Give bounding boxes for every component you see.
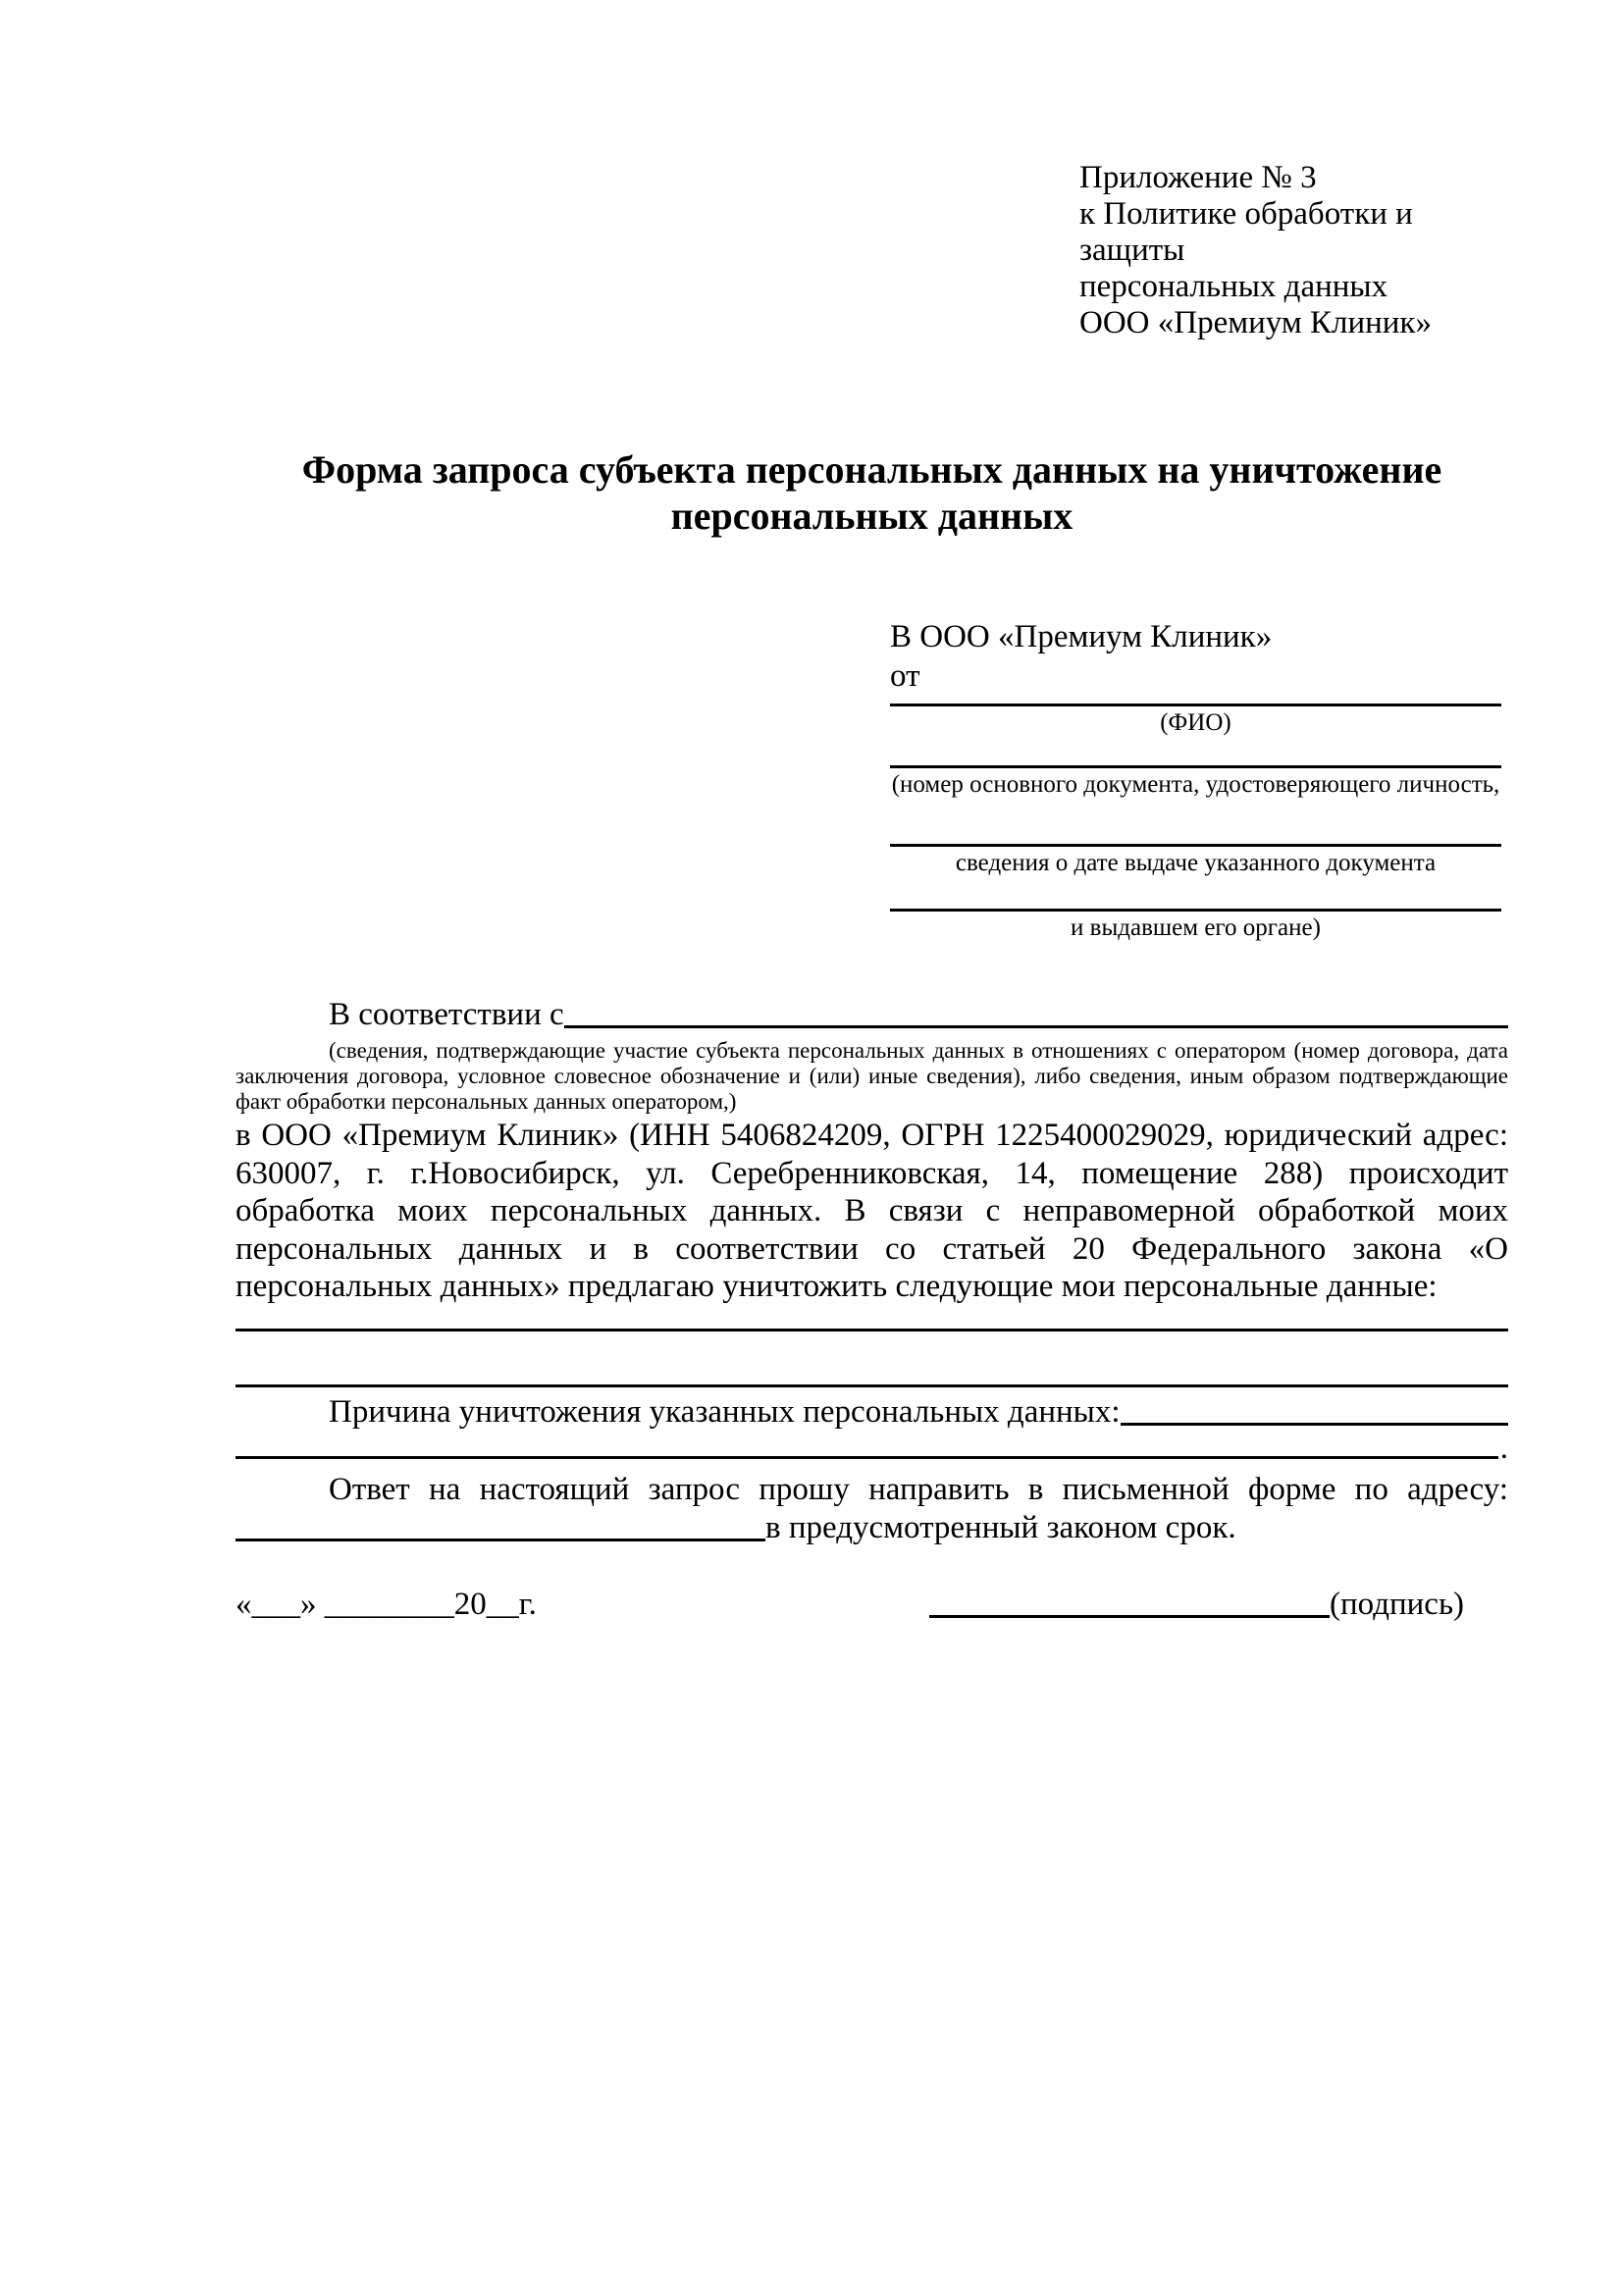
appendix-header	[1079, 160, 1508, 341]
response-request-paragraph: Ответ на настоящий запрос прошу направить в письменной форме по адресу:	[329, 1471, 1508, 1507]
signature-caption: (подпись)	[1330, 1587, 1464, 1622]
date-blank-text: «___» ________20__г.	[236, 1587, 537, 1622]
document-issuer-blank-line	[890, 909, 1501, 912]
document-number-blank-line	[890, 765, 1501, 768]
accordance-label: В соответствии с	[329, 997, 564, 1032]
response-address-row	[236, 1508, 1508, 1547]
document-issuer-caption: и выдавшем его органе)	[1071, 914, 1321, 941]
address-blank-line	[236, 1508, 765, 1541]
reason-blank-line	[1121, 1392, 1508, 1426]
addressee-block	[890, 617, 1501, 942]
addressee-from-label: от	[890, 658, 920, 694]
appendix-line-1: Приложение № 3	[1079, 160, 1317, 195]
reason-label: Причина уничтожения указанных персональных данных:	[329, 1393, 1121, 1430]
personal-data-blank-line-1	[236, 1329, 1508, 1331]
signature-area	[929, 1585, 1464, 1624]
sentence-period: .	[1499, 1430, 1508, 1466]
personal-data-blank-line-2	[236, 1384, 1508, 1387]
appendix-line-4: ООО «Премиум Клиник»	[1079, 305, 1432, 340]
document-title: Форма запроса субъекта персональных данных на уничтожение персональных данных	[301, 447, 1442, 538]
document-number-caption: (номер основного документа, удостоверяющего личность,	[891, 771, 1500, 798]
reason-row	[236, 1392, 1508, 1432]
date-signature-row	[236, 1585, 1508, 1624]
main-paragraph: в ООО «Премиум Клиник» (ИНН 5406824209, ОГРН 1225400029029, юридический адрес: 630007, г. г.Новосибирск, ул. Серебренниковская, 14, помещение 288) происходит обработка моих персональных данных. В связи с неправомерной обработкой моих персональных данных и в соответствии со статьей 20 Федерального закона «О персональных данных» предлагаю уничтожить следующие мои персональные данные:	[236, 1118, 1508, 1304]
appendix-line-2: к Политике обработки и защиты	[1079, 196, 1413, 268]
signature-blank-line	[929, 1585, 1330, 1618]
accordance-blank-line	[564, 995, 1508, 1028]
reason-continuation-row	[236, 1432, 1508, 1465]
accordance-note: (сведения, подтверждающие участие субъекта персональных данных в отношениях с оператором (номер договора, дата заключения договора, условное словесное обозначение и (или) иные сведения), либо сведения, иным образом подтверждающие факт обработки персональных данных оператором,)	[236, 1038, 1508, 1114]
fio-caption: (ФИО)	[1160, 709, 1231, 736]
appendix-line-3: персональных данных	[1079, 269, 1388, 304]
document-issue-date-caption: сведения о дате выдаче указанного документа	[955, 850, 1437, 876]
accordance-row	[236, 995, 1508, 1034]
addressee-organization: В ООО «Премиум Клиник»	[890, 619, 1273, 654]
reason-blank-line-2	[236, 1432, 1498, 1459]
document-issue-date-blank-line	[890, 844, 1501, 847]
fio-blank-line	[890, 704, 1501, 706]
response-tail-text: в предусмотренный законом срок.	[765, 1510, 1236, 1545]
